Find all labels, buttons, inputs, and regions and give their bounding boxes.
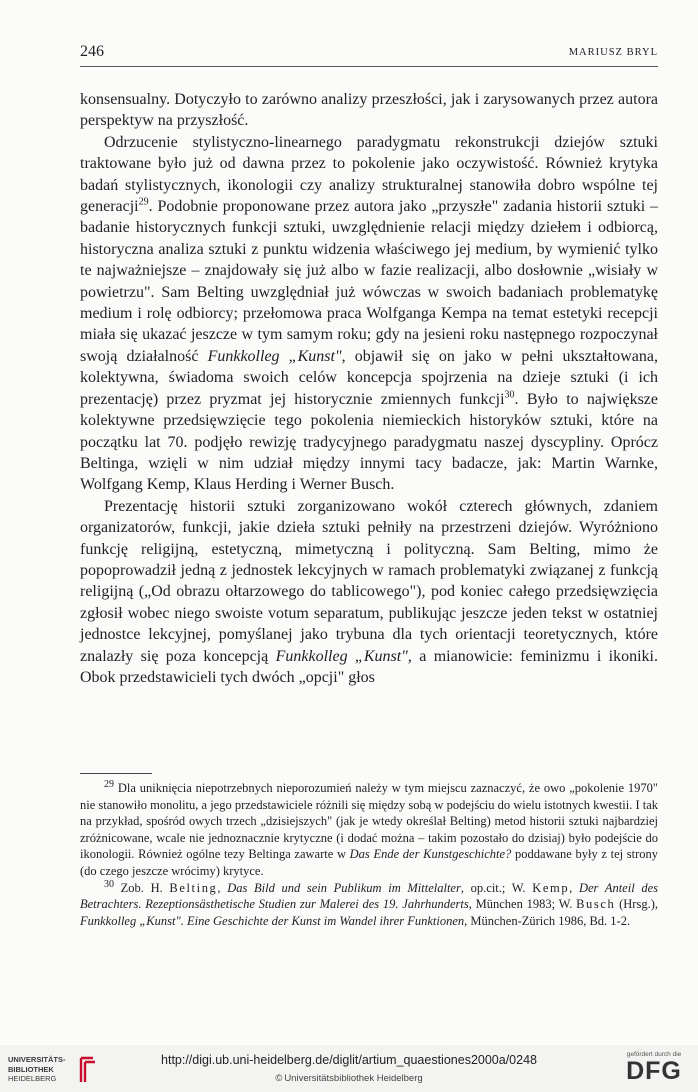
footnote-number: 30 bbox=[104, 878, 114, 890]
dfg-caption: gefördert durch die bbox=[626, 1051, 682, 1058]
footnotes bbox=[80, 780, 658, 929]
text-run: , a mianowicie: feminizmu i ikoniki. Obok przedstawicieli tych dwóch „opcji" głos bbox=[80, 647, 659, 686]
copyright-text: Universitätsbibliothek Heidelberg bbox=[284, 1073, 423, 1084]
text-run: Dla uniknięcia niepotrzebnych nieporozumień należy w tym miejscu zaznaczyć, że owo „pokolenie 1970" nie stanowiło monolitu, a jego przedstawiciele różnili się między sobą w podejściu do wielu istotnych kwestii. I tak na przykład, spośród owych trzech „dzisiejszych" (jak je wtedy określał Belting) metod historii sztuki najbardziej zróżnicowane, wcale nie jednoznacznie krytyczne (i dodać można – takim pozostało do dzisiaj) było podejście do ikonologii. Również ogólne tezy Beltinga zawarte w bbox=[80, 781, 658, 862]
text-run: , op.cit.; W. bbox=[460, 880, 533, 895]
footnote-number: 29 bbox=[104, 778, 114, 790]
text-run: , bbox=[217, 880, 228, 895]
dfg-logo-icon: DFG bbox=[626, 1057, 682, 1085]
header-rule bbox=[80, 66, 658, 67]
paragraph-1 bbox=[80, 89, 658, 132]
text-run: poddawane były z tej strony (do czego jeszcze wrócimy) krytyce. bbox=[80, 847, 659, 878]
paragraph-2 bbox=[80, 132, 658, 496]
text-run: , bbox=[569, 880, 579, 895]
text-run: konsensualny. Dotyczyło to zarówno analizy przeszłości, jak i zarysowanych przez autora perspektyw na przyszłość. bbox=[80, 91, 658, 130]
italic-title: Das Ende der Kunstgeschichte? bbox=[349, 847, 512, 862]
italic-title: Der Anteil des Betrachters. Rezeptionsästhetische Studien zur Malerei des 19. Jahrhunderts bbox=[80, 880, 658, 912]
page-number: 246 bbox=[80, 43, 104, 60]
body-text bbox=[80, 89, 658, 688]
footnote-rule bbox=[80, 773, 152, 774]
author-name: Belting bbox=[169, 880, 218, 895]
text-run: . Podobnie proponowane przez autora jako „przyszłe" zadania historii sztuki – badanie historycznych funkcji sztuki, uwzględnienie relacji między dziełem i odbiorcą, historyczna analiza sztuki z punktu widzenia właściwego jej medium, by wymienić tylko te najważniejsze – znajdowały się już albo w fazie realizacji, albo dosłownie „wisiały w powietrzu". Sam Belting uwzględniał już wówczas w swoich badaniach problematykę medium i rolę odbiorcy; przełomowa praca Wolfganga Kempa na temat estetyki recepcji miała się ukazać jeszcze w tym samym roku; gdy na jesieni roku następnego rozpoczynał swoją działalność bbox=[80, 198, 658, 365]
dfg-logo[interactable] bbox=[624, 1051, 684, 1087]
footnote-30 bbox=[80, 880, 658, 930]
digitization-footer bbox=[0, 1045, 698, 1092]
italic-title: Funkkolleg „Kunst". Eine Geschichte der Kunst im Wandel ihrer Funktionen bbox=[80, 913, 465, 928]
ub-logo-line-3: HEIDELBERG bbox=[8, 1074, 57, 1083]
page-header bbox=[80, 43, 658, 67]
footnote-ref-30[interactable]: 30 bbox=[504, 389, 515, 401]
running-head: MARIUSZ BRYL bbox=[568, 47, 658, 58]
text-run: , objawił się on jako w pełni ukształtowana, kolektywna, świadoma swoich celów koncepcja spojrzenia na dzieje sztuki (i ich prezentację) przez pryzmat jej historycznie zmiennych funkcji bbox=[80, 347, 659, 408]
ub-logo-line-2: BIBLIOTHEK bbox=[8, 1064, 54, 1074]
text-run: Odrzucenie stylistyczno-linearnego paradygmatu rekonstrukcji dziejów sztuki traktowane było już od dawna przez to pokolenie jako oczywistość. Również krytyka badań stylistycznych, ikonologii czy analizy strukturalnej stanowiła dobro wspólne tej generacji bbox=[80, 133, 658, 216]
digitization-url[interactable]: http://digi.ub.uni-heidelberg.de/diglit/artium_quaestiones2000a/0248 bbox=[161, 1053, 537, 1067]
text-run: , München 1983; W. bbox=[468, 897, 577, 912]
author-name: Kemp bbox=[532, 880, 570, 895]
text-run: . Było to największe kolektywne przedsięwzięcie tego pokolenia niemieckich historyków sztuki, które na początku lat 70. podjęło rewizję tradycyjnego paradygmatu naszej dyscypliny. Oprócz Beltinga, wzięli w nim udział między innymi tacy badacze, jak: Martin Warnke, Wolfgang Kemp, Klaus Herding i Werner Busch. bbox=[80, 390, 659, 494]
paragraph-3 bbox=[80, 496, 658, 689]
copyright-icon: © bbox=[275, 1073, 283, 1084]
author-name: Busch bbox=[576, 897, 616, 912]
text-run: Prezentację historii sztuki zorganizowano wokół czterech głównych, zdaniem organizatorów, funkcji, jakie dzieła sztuki pełniły na przestrzeni dziejów. Wyróżniono funkcję religijną, estetyczną, mimetyczną i polityczną. Sam Belting, mimo że popoprowadził jedną z jednostek lekcyjnych w ramach problematyki związanej z funkcją religijną („Od obrazu ołtarzowego do tablicowego"), pod koniec całego przedsięwzięcia zgłosił wobec niego swoiste votum separatum, publikując jeszcze jeden tekst w ostatniej jednostce lekcyjnej, pomyślanej jako trybuna dla tych orientacji teoretycznych, które znalazły się poza koncepcją bbox=[80, 497, 658, 665]
copyright-notice bbox=[0, 1073, 698, 1084]
footnote-ref-29[interactable]: 29 bbox=[138, 196, 149, 208]
ub-logo-line-1: UNIVERSITÄTS- bbox=[8, 1055, 66, 1064]
footnote-29 bbox=[80, 780, 658, 880]
text-run: (Hrsg.), bbox=[615, 897, 658, 912]
text-run: Zob. H. bbox=[114, 880, 170, 895]
italic-title: Funkkolleg „Kunst" bbox=[275, 647, 408, 665]
text-run: , München-Zürich 1986, Bd. 1-2. bbox=[464, 913, 631, 928]
italic-title: Das Bild und sein Publikum im Mittelalter bbox=[227, 880, 461, 895]
italic-title: Funkkolleg „Kunst" bbox=[207, 347, 342, 365]
